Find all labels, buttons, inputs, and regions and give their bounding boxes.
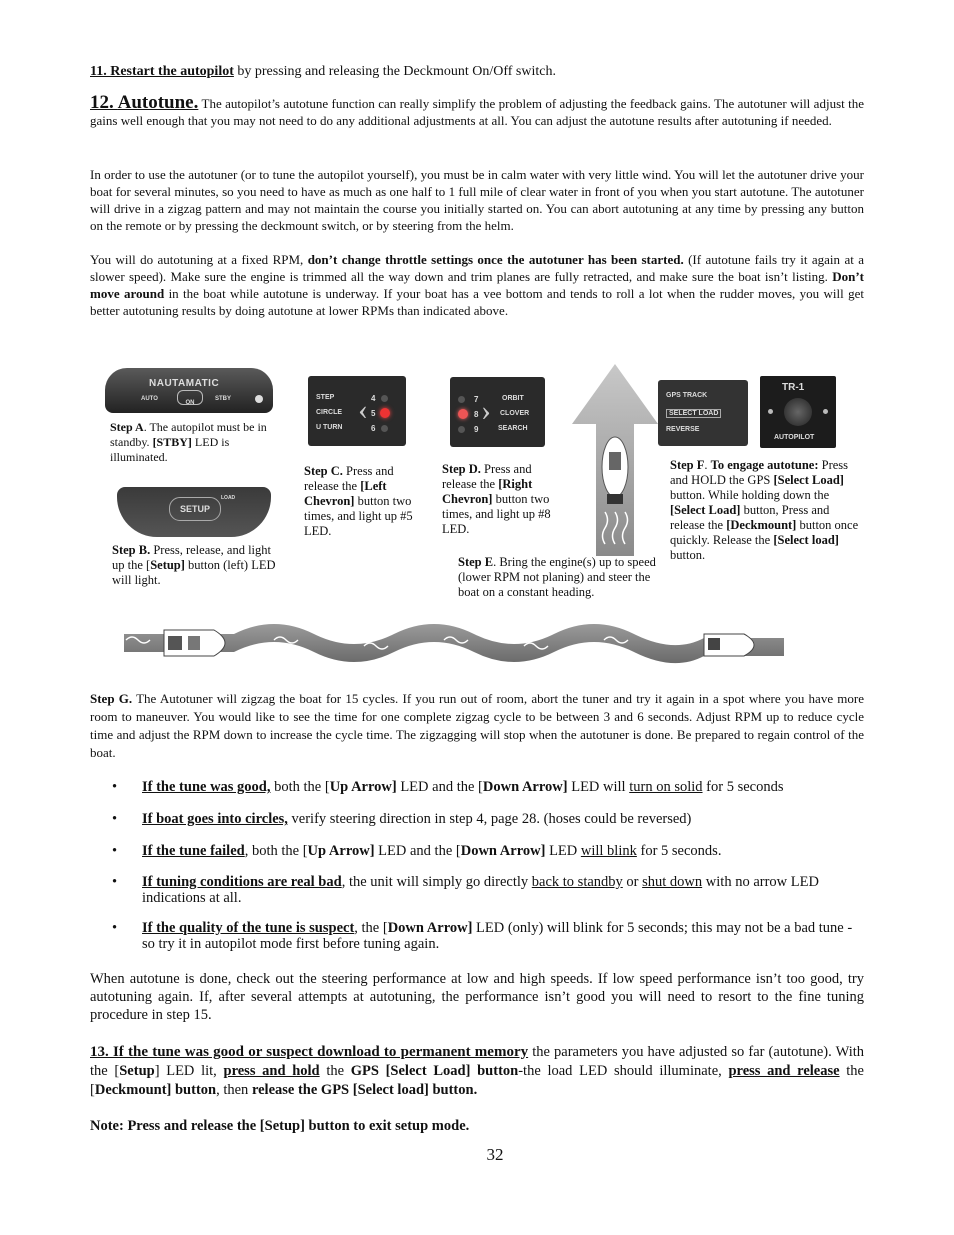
select-load-button: SELECT LOAD: [666, 409, 721, 418]
led-8-icon: [458, 409, 468, 419]
result-bullet-list: [112, 779, 864, 795]
stby-label: STBY: [215, 396, 232, 402]
section-11-text: by pressing and releasing the Deckmount On/Off switch.: [233, 64, 556, 79]
stby-led-icon: [255, 395, 263, 403]
nautamatic-brand: NAUTAMATIC: [149, 378, 220, 389]
boat-end-icon: [704, 634, 754, 656]
list-item: • If boat goes into circles, verify steering direction in step 4, page 28. (hoses could be reversed): [112, 811, 692, 827]
section-13: 13. If the tune was good or suspect download to permanent memory the parameters you have adjusted so far (autotune). With the [Setup] LED lit, press and hold the GPS [Select Load] button-the load LED should illuminate, press and release the [Deckmount] button, then release the GPS [Select load] button.: [90, 1044, 864, 1098]
list-item: • If the tune failed, both the [Up Arrow] LED and the [Down Arrow] LED will blink for 5 seconds.: [112, 843, 722, 859]
forward-arrow-boat-icon: [570, 362, 660, 558]
zigzag-path-graphic: [124, 612, 784, 672]
gps-panel-image: GPS TRACK SELECT LOAD REVERSE: [658, 380, 748, 446]
step-f-caption: Step F. To engage autotune: Press and HOLD the GPS [Select Load] button. While holding down the [Select Load] button, Press and release the [Deckmount] button once quickly. Release the [Select load] button.: [670, 458, 859, 562]
exit-setup-note: Note: Press and release the [Setup] button to exit setup mode.: [90, 1118, 470, 1134]
list-item: • If the tune was good, both the [Up Arrow] LED and the [Down Arrow] LED will turn on solid for 5 seconds: [112, 779, 784, 795]
nautamatic-remote-image: [105, 368, 273, 413]
section-12-p3: You will do autotuning at a fixed RPM, don’t change throttle settings once the autotuner has been started. (If autotune fails try it again at a slower speed). Make sure the engine is trimmed all the way down and trim planes are fully retracted, and make sure the boat isn’t listing. Don’t move around in the boat while autotune is underway. If your boat has a vee bottom and tends to roll a lot when the rudder moves, you will get better autotuning results by doing autotune at lower RPMs than indicated above.: [90, 252, 864, 318]
right-chevron-icon: ›: [481, 394, 491, 427]
on-button: ON: [177, 390, 203, 405]
setup-button: SETUP: [169, 497, 221, 521]
step-e-caption: Step E. Bring the engine(s) up to speed (lower RPM not planing) and steer the boat on a constant heading.: [458, 555, 656, 599]
left-chevron-icon: ‹: [358, 393, 368, 426]
step-c-caption: Step C. Press and release the [Left Chevron] button two times, and light up #5 LED.: [304, 464, 413, 538]
section-11-heading: 11. Restart the autopilot: [90, 64, 234, 79]
setup-remote-image: [117, 487, 271, 537]
step-g-paragraph: Step G. The Autotuner will zigzag the boat for 15 cycles. If you run out of room, abort the tuner and try it again in a spot where you have more room to maneuver. You would like to see the time for one complete zigzag cycle to be between 3 and 6 seconds. Adjust RPM up to reduce cycle time and adjust the RPM down to increase the cycle time. The zigzagging will stop when the autotuner is done. Be prepared to regain control of the boat.: [90, 691, 865, 760]
panel-d-image: 7 8 9 › ORBIT CLOVER SEARCH: [450, 377, 545, 447]
list-item: • If tuning conditions are real bad, the unit will simply go directly back to standby or shut down with no arrow LED indications at all.: [112, 874, 819, 906]
section-11: [90, 63, 864, 80]
section-12-p2: In order to use the autotuner (or to tune the autopilot yourself), you must be in calm water with very little wind. You will let the autotuner drive your boat for several minutes, so you need to have as much as one half to 1 full mile of clear water in front of you when you start autotune. The autotuner will drive in a zigzag pattern and may not maintain the course you initially started on. You can abort autotuning at any time by pressing any button on the remote or by pressing the deckmount switch, or by steering from the helm.: [90, 167, 864, 233]
boat-start-icon: [164, 630, 225, 656]
section-13-heading: 13. If the tune was good or suspect download to permanent memory: [90, 1044, 529, 1060]
tr1-remote-image: TR-1 AUTOPILOT: [760, 376, 836, 448]
list-item: • If the quality of the tune is suspect, the [Down Arrow] LED (only) will blink for 5 seconds; this may not be a bad tune - so try it in autopilot mode first before tuning again.: [112, 920, 853, 952]
load-label: LOAD: [221, 495, 236, 501]
section-12-intro: [90, 94, 864, 129]
section-12-heading: Autotune.: [117, 92, 199, 113]
step-d-caption: Step D. Press and release the [Right Chevron] button two times, and light up #8 LED.: [442, 462, 551, 536]
section-12-p1: The autopilot’s autotune function can really simplify the problem of adjusting the feedback gains. The autotuner will adjust the gains well enough that you may not need to do any additional adjustments at all. You can adjust the autotune results after autotuning if needed.: [90, 96, 865, 128]
page-number: 32: [486, 1145, 504, 1164]
panel-c-image: STEP CIRCLE U TURN ‹ 4 5 6: [308, 376, 406, 446]
led-5-icon: [380, 408, 390, 418]
step-a-caption: Step A. The autopilot must be in standby. [STBY] LED is illuminated.: [110, 420, 267, 464]
after-autotune-paragraph: When autotune is done, check out the steering performance at low and high speeds. If low speed performance isn’t too good, try autotuning again. If, after several attempts at autotuning, the performance isn’t good you will need to resort to the fine tuning procedure in step 15.: [90, 971, 864, 1023]
auto-label: AUTO: [141, 396, 158, 402]
section-12-number: 12.: [90, 92, 118, 113]
deckmount-knob-icon: [784, 398, 812, 426]
step-b-caption: Step B. Press, release, and light up the [Setup] button (left) LED will light.: [112, 543, 276, 587]
